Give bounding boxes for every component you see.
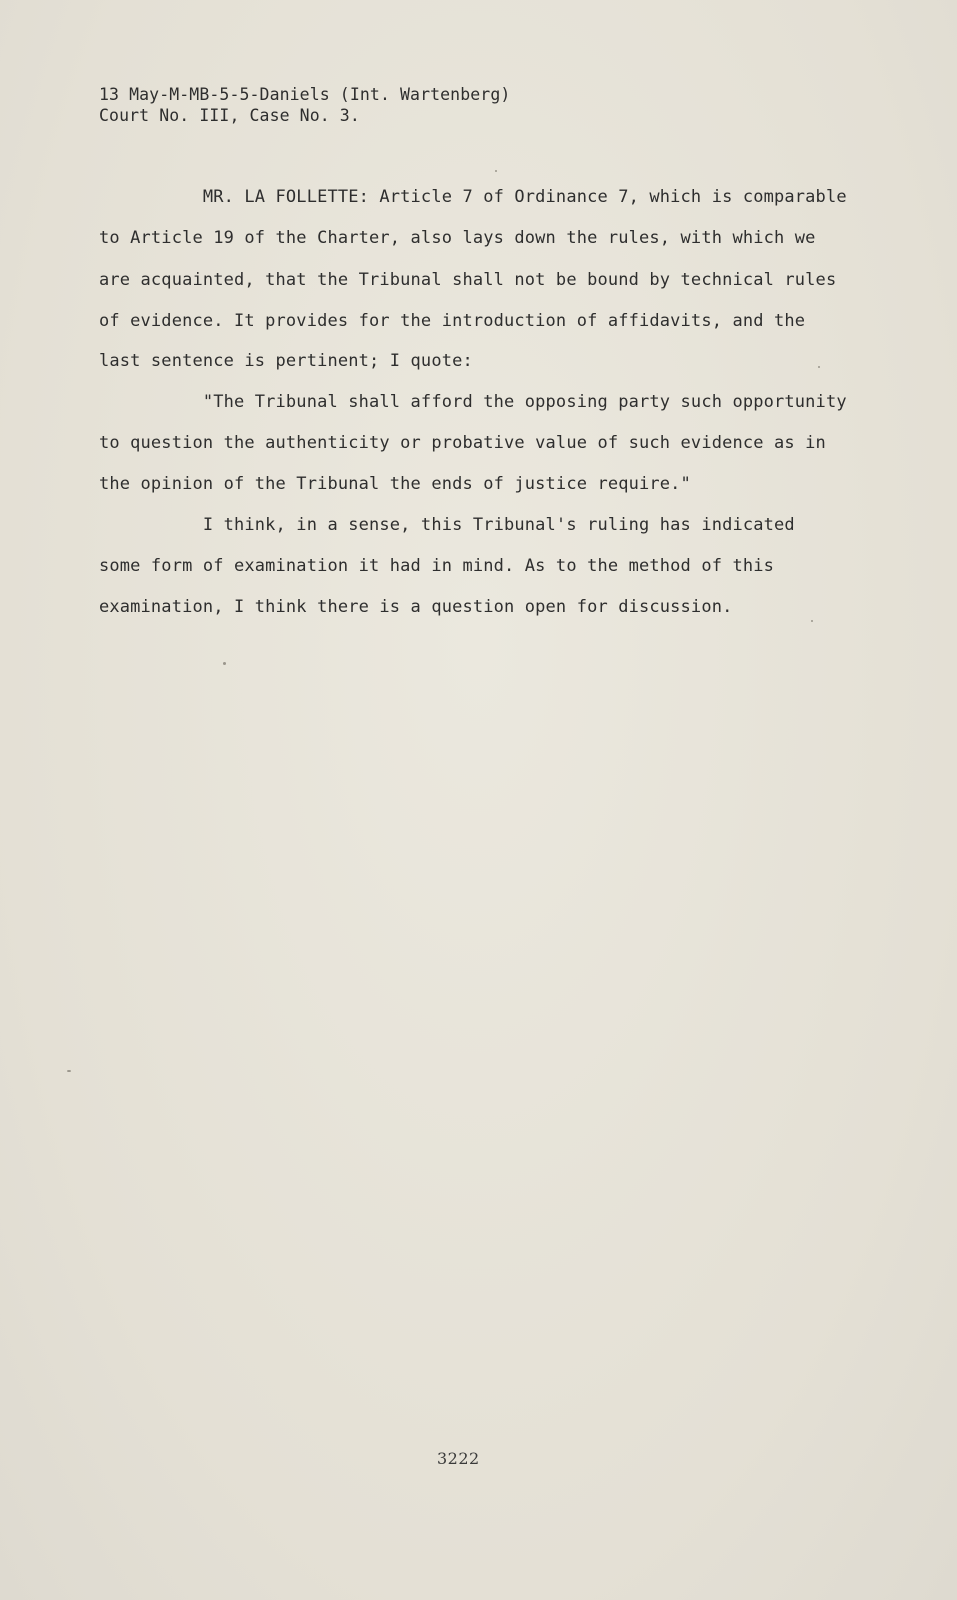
paper-speck	[223, 662, 226, 665]
body-line-7: to question the authenticity or probative value of such evidence as in	[99, 433, 826, 453]
document-header	[99, 84, 510, 126]
header-line-2: Court No. III, Case No. 3.	[99, 106, 360, 125]
body-line-6: "The Tribunal shall afford the opposing party such opportunity	[99, 392, 847, 412]
body-line-2: to Article 19 of the Charter, also lays down the rules, with which we	[99, 228, 816, 248]
body-line-3: are acquainted, that the Tribunal shall not be bound by technical rules	[99, 270, 837, 290]
paper-speck	[818, 366, 820, 368]
body-line-1: MR. LA FOLLETTE: Article 7 of Ordinance 7, which is comparable	[99, 187, 847, 207]
body-line-4: of evidence. It provides for the introduction of affidavits, and the	[99, 311, 806, 331]
header-line-1: 13 May-M-MB-5-5-Daniels (Int. Wartenberg)	[99, 85, 511, 104]
body-line-5: last sentence is pertinent; I quote:	[99, 351, 473, 371]
paper-speck	[495, 170, 497, 172]
page-number: 3222	[437, 1449, 480, 1468]
body-line-11: examination, I think there is a question open for discussion.	[99, 597, 733, 617]
paper-speck	[811, 620, 813, 622]
body-line-10: some form of examination it had in mind. As to the method of this	[99, 556, 775, 576]
body-line-8: the opinion of the Tribunal the ends of justice require."	[99, 474, 691, 494]
body-line-9: I think, in a sense, this Tribunal's ruling has indicated	[99, 515, 795, 535]
paper-speck	[67, 1070, 71, 1072]
